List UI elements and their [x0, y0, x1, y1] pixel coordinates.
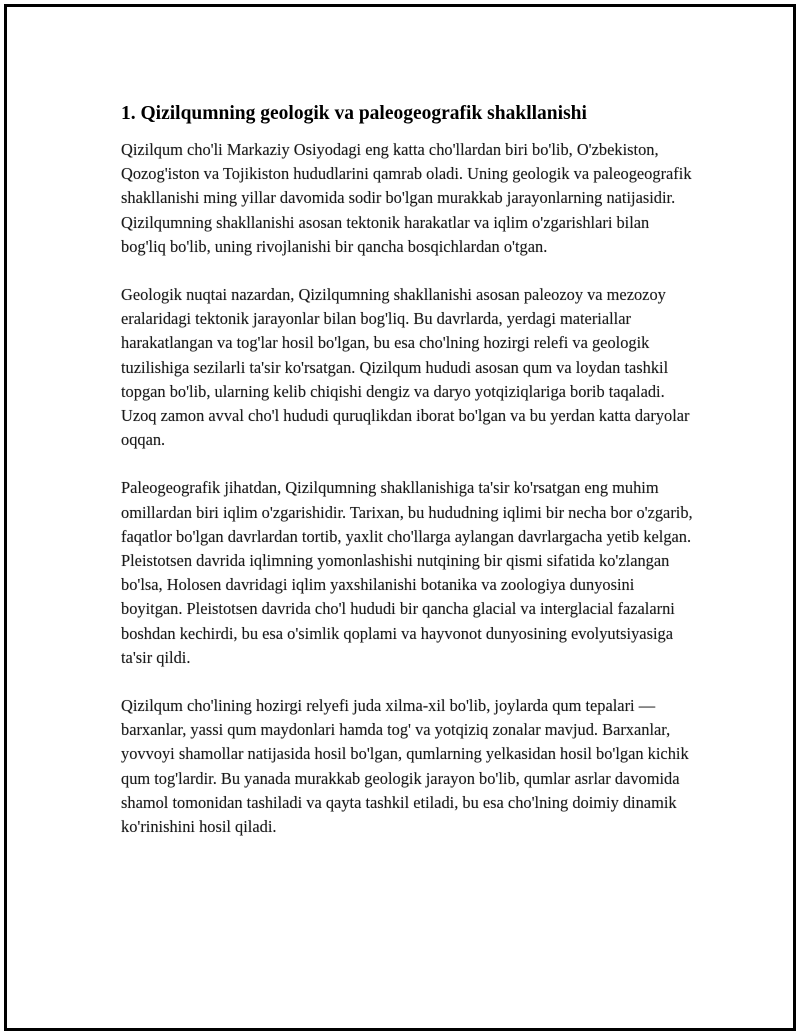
- paragraph-3: Paleogeografik jihatdan, Qizilqumning shakllanishiga ta'sir ko'rsatgan eng muhim omillardan biri iqlim o'zgarishidir. Tarixan, bu hududning iqlimi bir necha bor o'zgarib, faqatlor bo'lgan davrlardan tortib, yaxlit cho'llarga aylangan davrlargacha yetib kelgan. Pleistotsen davrida iqlimning yomonlashishi nutqining bir qismi sifatida ko'zlangan bo'lsa, Holosen davridagi iqlim yaxshilanishi botanika va zoologiya dunyosini boyitgan. Pleistotsen davrida cho'l hududi bir qancha glacial va interglacial fazalarni boshdan kechirdi, bu esa o'simlik qoplami va hayvonot dunyosining evolyutsiyasiga ta'sir qildi.: [121, 478, 693, 667]
- page-frame: [4, 4, 796, 1031]
- paragraph-2: Geologik nuqtai nazardan, Qizilqumning shakllanishi asosan paleozoy va mezozoy eralaridagi tektonik jarayonlar bilan bog'liq. Bu davrlarda, yerdagi materiallar harakatlangan va tog'lar hosil bo'lgan, bu esa cho'lning hozirgi relefi va geologik tuzilishiga sezilarli ta'sir ko'rsatgan. Qizilqum hududi asosan qum va loydan tashkil topgan bo'lib, ularning kelib chiqishi dengiz va daryo yotqiziqlariga borib taqaladi. Uzoq zamon avval cho'l hududi quruqlikdan iborat bo'lgan va bu yerdan katta daryolar oqqan.: [121, 285, 690, 450]
- paragraph-4: Qizilqum cho'lining hozirgi relyefi juda xilma-xil bo'lib, joylarda qum tepalari — barxanlar, yassi qum maydonlari hamda tog' va yotqiziq zonalar mavjud. Barxanlar, yovvoyi shamollar natijasida hosil bo'lgan, qumlarning yelkasidan hosil bo'lgan kichik qum tog'lardir. Bu yanada murakkab geologik jarayon bo'lib, qumlar asrlar davomida shamol tomonidan tashiladi va qayta tashkil etiladi, bu esa cho'lning doimiy dinamik ko'rinishini hosil qiladi.: [121, 696, 689, 837]
- paragraph-1: Qizilqum cho'li Markaziy Osiyodagi eng katta cho'llardan biri bo'lib, O'zbekiston, Qozog'iston va Tojikiston hududlarini qamrab oladi. Uning geologik va paleogeografik shakllanishi ming yillar davomida sodir bo'lgan murakkab jarayonlarning natijasidir. Qizilqumning shakllanishi asosan tektonik harakatlar va iqlim o'zgarishlari bilan bog'liq bo'lib, uning rivojlanishi bir qancha bosqichlardan o'tgan.: [121, 140, 692, 256]
- document-title: 1. Qizilqumning geologik va paleogeografik shakllanishi: [121, 103, 587, 124]
- document-body: [121, 100, 693, 863]
